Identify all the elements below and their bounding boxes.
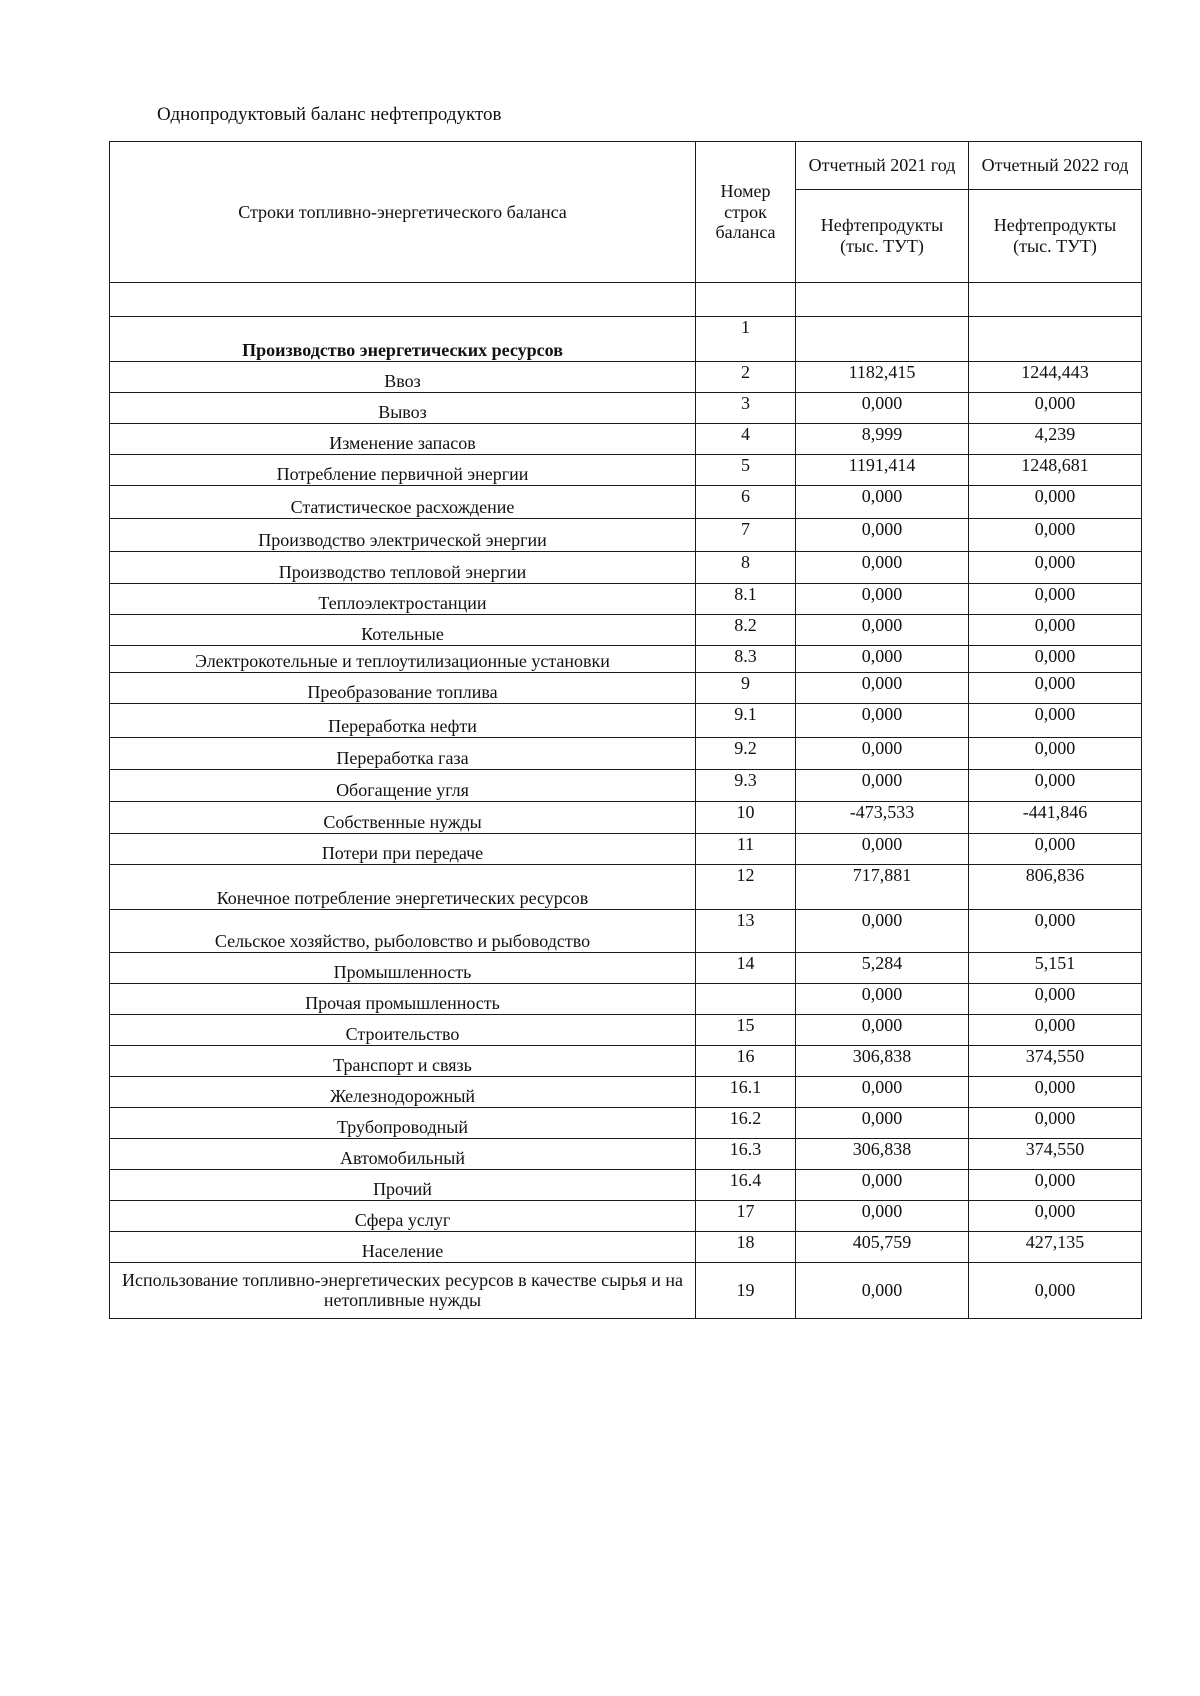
row-number: 8.1 — [696, 584, 796, 615]
row-name: Трубопроводный — [110, 1108, 696, 1139]
row-name: Статистическое расхождение — [110, 486, 696, 519]
value-2022: 0,000 — [969, 673, 1142, 704]
table-row — [110, 393, 1142, 424]
value-2022: 0,000 — [969, 770, 1142, 802]
table-row — [110, 1263, 1142, 1319]
row-name: Преобразование топлива — [110, 673, 696, 704]
row-number: 17 — [696, 1201, 796, 1232]
row-number: 8.2 — [696, 615, 796, 646]
document-title: Однопродуктовый баланс нефтепродуктов — [157, 104, 502, 125]
header-unit-2022: Нефтепродукты (тыс. ТУТ) — [969, 190, 1142, 283]
row-number: 3 — [696, 393, 796, 424]
value-2021: 1182,415 — [796, 362, 969, 393]
row-name: Электрокотельные и теплоутилизационные установки — [110, 646, 696, 673]
row-name: Производство энергетических ресурсов — [110, 317, 696, 362]
table-row — [110, 1201, 1142, 1232]
value-2021: 0,000 — [796, 1170, 969, 1201]
value-2022: 0,000 — [969, 910, 1142, 953]
row-name: Прочая промышленность — [110, 984, 696, 1015]
row-name: Использование топливно-энергетических ресурсов в качестве сырья и на нетопливные нужды — [110, 1263, 696, 1319]
blank-cell — [969, 283, 1142, 317]
table-row — [110, 673, 1142, 704]
value-2021: 0,000 — [796, 704, 969, 738]
table-row — [110, 615, 1142, 646]
value-2021: 1191,414 — [796, 455, 969, 486]
row-name: Потребление первичной энергии — [110, 455, 696, 486]
blank-cell — [110, 283, 696, 317]
header-year-2022: Отчетный 2022 год — [969, 142, 1142, 190]
row-number: 15 — [696, 1015, 796, 1046]
table-row — [110, 1046, 1142, 1077]
row-name: Сфера услуг — [110, 1201, 696, 1232]
value-2022: 1244,443 — [969, 362, 1142, 393]
value-2021 — [796, 317, 969, 362]
value-2022: 0,000 — [969, 704, 1142, 738]
value-2021: 0,000 — [796, 738, 969, 770]
row-number: 6 — [696, 486, 796, 519]
table-row — [110, 646, 1142, 673]
value-2022: 806,836 — [969, 865, 1142, 910]
row-number: 9.2 — [696, 738, 796, 770]
value-2022: 0,000 — [969, 1108, 1142, 1139]
row-name: Производство электрической энергии — [110, 519, 696, 552]
row-number: 11 — [696, 834, 796, 865]
value-2022: 0,000 — [969, 984, 1142, 1015]
row-number: 12 — [696, 865, 796, 910]
table-row — [110, 865, 1142, 910]
value-2022: 427,135 — [969, 1232, 1142, 1263]
header-num-label: Номер строк баланса — [696, 142, 796, 283]
blank-cell — [796, 283, 969, 317]
value-2021: 0,000 — [796, 1108, 969, 1139]
value-2021: 306,838 — [796, 1046, 969, 1077]
value-2022: 5,151 — [969, 953, 1142, 984]
blank-row — [110, 283, 1142, 317]
table-row — [110, 486, 1142, 519]
table-row — [110, 1015, 1142, 1046]
value-2022: 0,000 — [969, 615, 1142, 646]
table-row — [110, 1232, 1142, 1263]
blank-cell — [696, 283, 796, 317]
value-2021: 0,000 — [796, 1015, 969, 1046]
value-2021: 5,284 — [796, 953, 969, 984]
row-name: Производство тепловой энергии — [110, 552, 696, 584]
value-2021: 0,000 — [796, 1263, 969, 1319]
table-row — [110, 738, 1142, 770]
value-2022: 0,000 — [969, 1263, 1142, 1319]
row-number: 1 — [696, 317, 796, 362]
row-name: Переработка газа — [110, 738, 696, 770]
table-row — [110, 910, 1142, 953]
row-number: 16.2 — [696, 1108, 796, 1139]
table-row — [110, 552, 1142, 584]
row-number — [696, 984, 796, 1015]
table-row — [110, 953, 1142, 984]
table-row — [110, 1170, 1142, 1201]
row-name: Сельское хозяйство, рыболовство и рыбоводство — [110, 910, 696, 953]
row-number: 4 — [696, 424, 796, 455]
row-name: Промышленность — [110, 953, 696, 984]
value-2021: 0,000 — [796, 519, 969, 552]
row-name: Ввоз — [110, 362, 696, 393]
value-2022: 0,000 — [969, 1201, 1142, 1232]
row-name: Теплоэлектростанции — [110, 584, 696, 615]
value-2021: 306,838 — [796, 1139, 969, 1170]
value-2022: 0,000 — [969, 646, 1142, 673]
row-name: Потери при передаче — [110, 834, 696, 865]
value-2021: -473,533 — [796, 802, 969, 834]
row-name: Котельные — [110, 615, 696, 646]
table-row — [110, 455, 1142, 486]
row-name: Железнодорожный — [110, 1077, 696, 1108]
table-row — [110, 584, 1142, 615]
value-2021: 0,000 — [796, 584, 969, 615]
value-2021: 717,881 — [796, 865, 969, 910]
row-number: 9 — [696, 673, 796, 704]
value-2021: 0,000 — [796, 393, 969, 424]
table-row — [110, 770, 1142, 802]
row-name: Транспорт и связь — [110, 1046, 696, 1077]
value-2022: 0,000 — [969, 552, 1142, 584]
table-row — [110, 424, 1142, 455]
value-2021: 8,999 — [796, 424, 969, 455]
row-name: Строительство — [110, 1015, 696, 1046]
table-body — [110, 283, 1142, 1319]
table-row — [110, 834, 1142, 865]
value-2021: 0,000 — [796, 910, 969, 953]
value-2022: 0,000 — [969, 1170, 1142, 1201]
row-number: 5 — [696, 455, 796, 486]
table-row — [110, 802, 1142, 834]
value-2021: 0,000 — [796, 1201, 969, 1232]
row-name: Автомобильный — [110, 1139, 696, 1170]
table-row — [110, 1077, 1142, 1108]
table-row — [110, 519, 1142, 552]
table-row — [110, 362, 1142, 393]
row-name: Население — [110, 1232, 696, 1263]
value-2022: 4,239 — [969, 424, 1142, 455]
row-number: 16 — [696, 1046, 796, 1077]
row-number: 9.3 — [696, 770, 796, 802]
row-number: 9.1 — [696, 704, 796, 738]
row-number: 13 — [696, 910, 796, 953]
row-name: Прочий — [110, 1170, 696, 1201]
value-2021: 0,000 — [796, 1077, 969, 1108]
value-2021: 0,000 — [796, 834, 969, 865]
row-number: 19 — [696, 1263, 796, 1319]
row-number: 14 — [696, 953, 796, 984]
value-2021: 0,000 — [796, 615, 969, 646]
value-2022 — [969, 317, 1142, 362]
row-name: Изменение запасов — [110, 424, 696, 455]
row-name: Вывоз — [110, 393, 696, 424]
row-name: Переработка нефти — [110, 704, 696, 738]
value-2022: 0,000 — [969, 1015, 1142, 1046]
value-2022: 374,550 — [969, 1046, 1142, 1077]
value-2022: 0,000 — [969, 486, 1142, 519]
row-number: 18 — [696, 1232, 796, 1263]
row-number: 7 — [696, 519, 796, 552]
row-number: 2 — [696, 362, 796, 393]
table-row — [110, 984, 1142, 1015]
row-number: 8 — [696, 552, 796, 584]
table-row — [110, 1108, 1142, 1139]
table-row — [110, 704, 1142, 738]
value-2022: 0,000 — [969, 584, 1142, 615]
value-2022: 1248,681 — [969, 455, 1142, 486]
header-year-2021: Отчетный 2021 год — [796, 142, 969, 190]
row-number: 10 — [696, 802, 796, 834]
row-number: 16.3 — [696, 1139, 796, 1170]
value-2021: 0,000 — [796, 673, 969, 704]
value-2021: 0,000 — [796, 486, 969, 519]
row-number: 8.3 — [696, 646, 796, 673]
value-2022: 0,000 — [969, 393, 1142, 424]
value-2022: 0,000 — [969, 519, 1142, 552]
table-row — [110, 1139, 1142, 1170]
row-name: Конечное потребление энергетических ресурсов — [110, 865, 696, 910]
value-2022: 0,000 — [969, 1077, 1142, 1108]
row-number: 16.4 — [696, 1170, 796, 1201]
header-row-label: Строки топливно-энергетического баланса — [110, 142, 696, 283]
header-unit-2021: Нефтепродукты (тыс. ТУТ) — [796, 190, 969, 283]
value-2021: 0,000 — [796, 984, 969, 1015]
table-header — [110, 142, 1142, 283]
value-2022: 0,000 — [969, 738, 1142, 770]
balance-table — [109, 141, 1142, 1319]
value-2021: 0,000 — [796, 770, 969, 802]
table-row — [110, 317, 1142, 362]
value-2021: 0,000 — [796, 646, 969, 673]
row-name: Обогащение угля — [110, 770, 696, 802]
value-2021: 0,000 — [796, 552, 969, 584]
value-2022: 0,000 — [969, 834, 1142, 865]
value-2022: -441,846 — [969, 802, 1142, 834]
value-2021: 405,759 — [796, 1232, 969, 1263]
value-2022: 374,550 — [969, 1139, 1142, 1170]
row-number: 16.1 — [696, 1077, 796, 1108]
row-name: Собственные нужды — [110, 802, 696, 834]
